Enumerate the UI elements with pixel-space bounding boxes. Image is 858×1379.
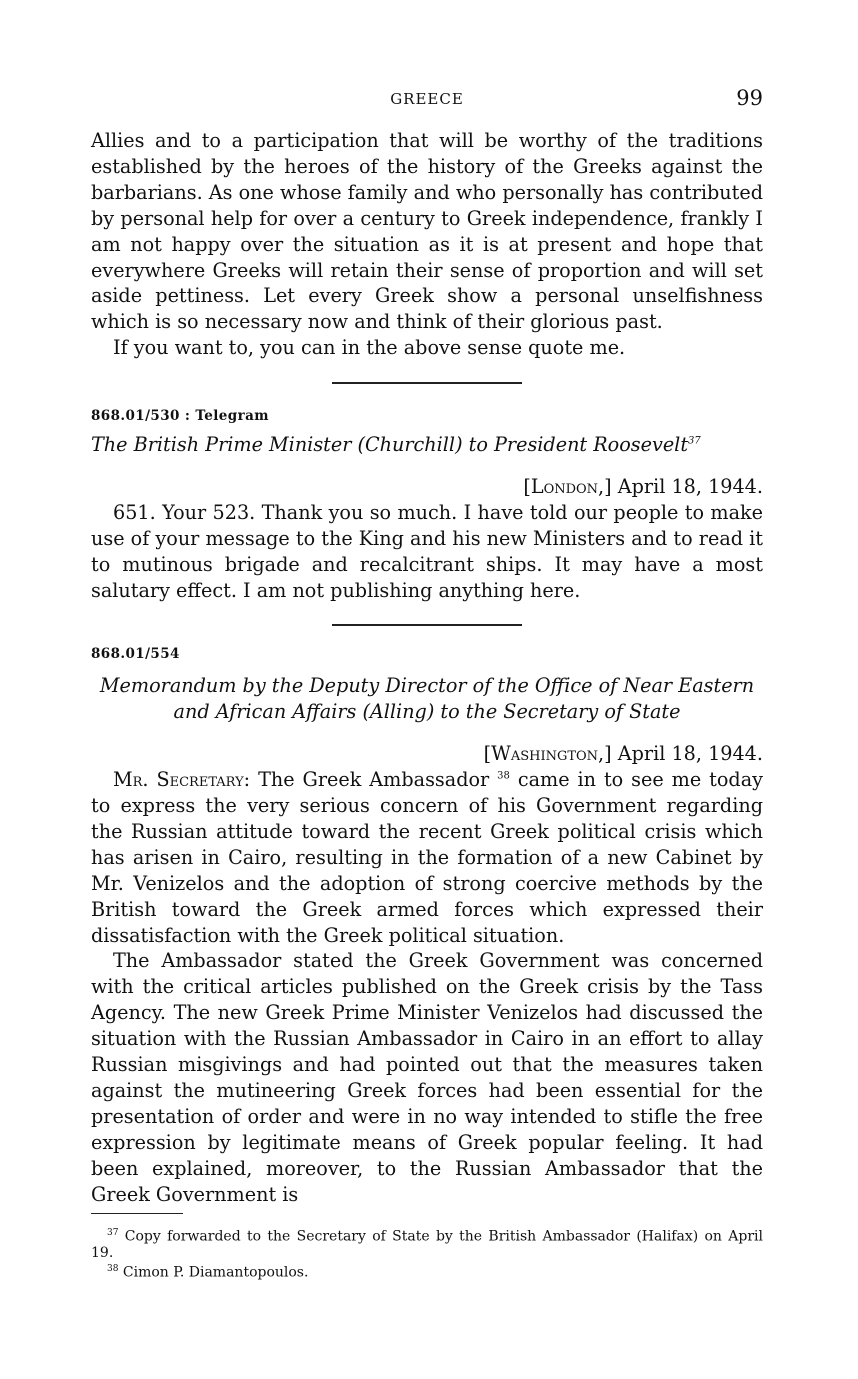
- running-title: GREECE: [390, 90, 464, 108]
- footnote-mark: 38: [107, 1263, 119, 1274]
- dateline-place: London,: [530, 474, 605, 498]
- document-heading-text: The British Prime Minister (Churchill) to President Roosevelt: [91, 433, 689, 457]
- document-heading-line: and African Affairs (Alling) to the Secretary of State: [173, 700, 681, 724]
- footnote-divider: [91, 1213, 183, 1214]
- memorandum-paragraph: The Ambassador stated the Greek Government was concerned with the critical articles published on the Greek crisis by the Tass Agency. The new Greek Prime Minister Venizelos had discussed the situation with the Russian Ambassador in Cairo in an effort to allay Russian misgivings and had pointed out that the measures taken against the mutineering Greek forces had been essential for the presentation of order and were in no way intended to stifle the free expression by legitimate means of Greek popular feeling. It had been explained, moreover, to the Russian Ambassador that the Greek Government is: [91, 949, 763, 1206]
- continued-paragraph: Allies and to a participation that will be worthy of the traditions established by the heroes of the history of the Greeks against the barbarians. As one whose family and who personally has contributed by personal help for over a century to Greek independence, frankly I am not happy over the situation as it is at present and hope that everywhere Greeks will retain their sense of proportion and will set aside pettiness. Let every Greek show a personal unselfishness which is so necessary now and think of their glorious past.: [91, 129, 763, 334]
- dateline: [London,] April 18, 1944.: [523, 474, 763, 498]
- section-divider: [332, 382, 522, 384]
- document-heading: [91, 432, 763, 458]
- memorandum-paragraph: [91, 767, 763, 948]
- footnote: [91, 1225, 763, 1261]
- paragraph-rest: came in to see me today to express the very serious concern of his Government regarding the Russian attitude toward the recent Greek political crisis which has arisen in Cairo, resulting in the formation of a new Cabinet by Mr. Venizelos and the adoption of strong coercive methods by the British toward the Greek armed forces which expressed their dissatisfaction with the Greek political situation.: [91, 768, 763, 947]
- continued-closing: If you want to, you can in the above sense quote me.: [113, 336, 626, 360]
- footnote: [91, 1261, 763, 1281]
- page-body: [91, 128, 763, 1208]
- section-divider: [332, 624, 522, 626]
- footnote-text: Copy forwarded to the Secretary of State by the British Ambassador (Halifax) on April 19.: [91, 1228, 763, 1261]
- dateline-date: April 18, 1944.: [617, 474, 763, 498]
- footnote-reference: 38: [497, 770, 510, 782]
- footnotes: [91, 1225, 763, 1280]
- telegram-text: 651. Your 523. Thank you so much. I have told our people to make use of your message to the King and his new Ministers and to read it to mutinous brigade and recalcitrant ships. It may have a most salutary effect. I am not publishing anything here.: [91, 500, 763, 602]
- dateline-date: April 18, 1944.: [617, 742, 763, 766]
- dateline-place: Washington,: [491, 742, 605, 766]
- footnote-mark: 37: [107, 1228, 119, 1238]
- document-file-number: 868.01/530 : Telegram: [91, 408, 269, 425]
- paragraph-lead: : The Greek Ambassador: [243, 768, 490, 792]
- document-heading-line: Memorandum by the Deputy Director of the Office of Near Eastern: [99, 674, 755, 698]
- footnote-text: Cimon P. Diamantopoulos.: [122, 1264, 309, 1281]
- document-file-number: 868.01/554: [91, 645, 180, 662]
- dateline: [Washington,] April 18, 1944.: [483, 742, 763, 766]
- salutation: Mr. Secretary: [113, 768, 244, 792]
- footnote-reference: 37: [688, 435, 701, 447]
- page-number: 99: [736, 86, 763, 110]
- running-header: [91, 86, 763, 114]
